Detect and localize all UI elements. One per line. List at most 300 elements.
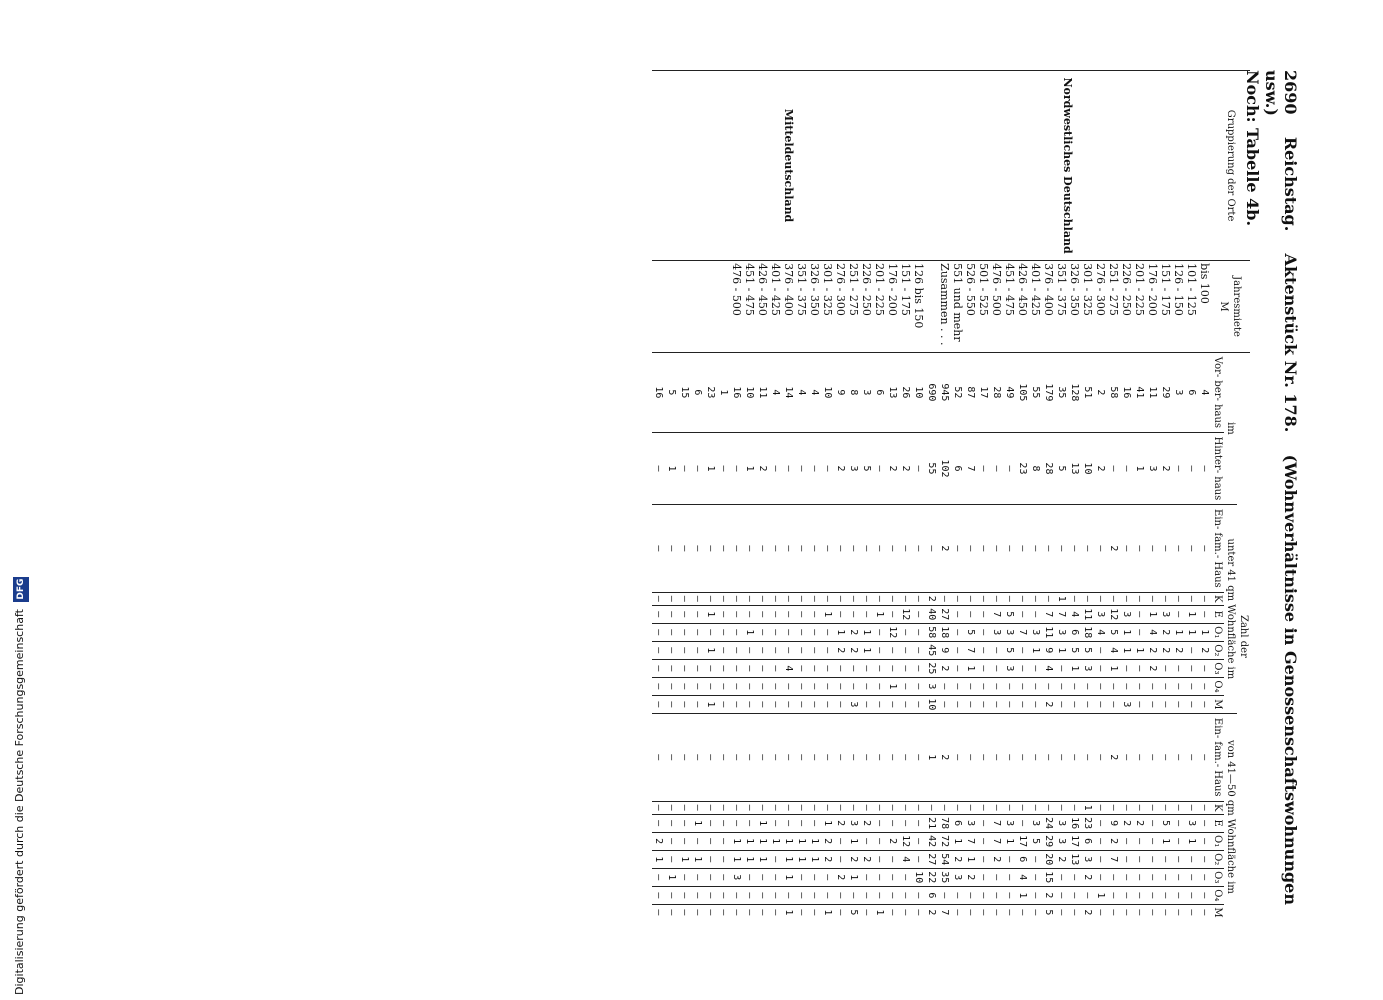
rent-cell xyxy=(925,261,938,353)
von41-50-cell: — xyxy=(704,832,717,850)
col-vorderhaus: Vor- ber- haus xyxy=(1211,352,1224,432)
vorderhaus-cell: 15 xyxy=(678,352,691,432)
unter41-cell: — xyxy=(951,677,964,695)
von41-50-cell: — xyxy=(743,886,756,904)
unter41-cell: — xyxy=(1042,592,1055,605)
unter41-cell: 3 xyxy=(1120,605,1133,623)
von41-50-cell: 1 xyxy=(730,832,743,850)
von41-50-cell: — xyxy=(821,801,834,814)
unter41-cell: 2 xyxy=(1159,641,1172,659)
hinterhaus-cell: — xyxy=(808,432,821,504)
von41-50-cell: — xyxy=(925,801,938,814)
unter41-cell: 18 xyxy=(1081,623,1094,641)
von41-50-cell: — xyxy=(873,814,886,832)
von41-50-cell: — xyxy=(1198,814,1211,832)
von41-50-cell: — xyxy=(860,832,873,850)
unter41-cell: — xyxy=(1185,641,1198,659)
unter41-cell: — xyxy=(1172,504,1185,592)
von41-50-cell: — xyxy=(1133,832,1146,850)
unter41-cell: — xyxy=(912,504,925,592)
von41-50-cell: 7 xyxy=(990,814,1003,832)
von41-50-cell: — xyxy=(1094,832,1107,850)
rent-cell: 526 - 550 xyxy=(964,261,977,353)
hinterhaus-cell: — xyxy=(678,432,691,504)
von41-50-cell: — xyxy=(730,801,743,814)
von41-50-cell: — xyxy=(665,904,678,920)
unter41-cell: 3 xyxy=(1029,623,1042,641)
unter41-cell: — xyxy=(964,695,977,713)
vorderhaus-cell: 3 xyxy=(860,352,873,432)
hinterhaus-cell: — xyxy=(873,432,886,504)
von41-50-cell: — xyxy=(1159,850,1172,868)
vorderhaus-cell: 13 xyxy=(886,352,899,432)
unter41-cell: — xyxy=(886,695,899,713)
unter41-cell: — xyxy=(691,623,704,641)
unter41-cell: — xyxy=(834,659,847,677)
von41-50-cell: — xyxy=(743,904,756,920)
rent-cell: 426 - 450 xyxy=(1016,261,1029,353)
von41-50-cell: — xyxy=(678,801,691,814)
vorderhaus-cell: 4 xyxy=(769,352,782,432)
von41-50-cell: 1 xyxy=(743,850,756,868)
von41-50-cell: 2 xyxy=(1107,713,1120,801)
rent-cell: 101 - 125 xyxy=(1185,261,1198,353)
von41-50-cell: — xyxy=(938,886,951,904)
unter41-cell: — xyxy=(1146,504,1159,592)
unter41-cell: — xyxy=(873,623,886,641)
von41-50-cell: — xyxy=(860,886,873,904)
col-hinterhaus: Hinter- haus xyxy=(1211,432,1224,504)
unter41-cell: 58 xyxy=(925,623,938,641)
unter41-cell: — xyxy=(1016,605,1029,623)
unter41-cell: — xyxy=(691,605,704,623)
unter41-cell: — xyxy=(717,592,730,605)
vorderhaus-cell: 6 xyxy=(873,352,886,432)
unter41-cell: — xyxy=(704,592,717,605)
unter41-cell: — xyxy=(899,504,912,592)
publication-name: Reichstag. xyxy=(1281,136,1300,232)
unter41-cell: 1 xyxy=(704,641,717,659)
von41-50-cell: 23 xyxy=(1081,814,1094,832)
unter41-cell: — xyxy=(717,504,730,592)
unter41-cell: — xyxy=(1003,695,1016,713)
von41-50-cell: — xyxy=(899,713,912,801)
unter41-cell: — xyxy=(1068,677,1081,695)
unter41-cell: — xyxy=(1094,592,1107,605)
von41-50-cell: 10 xyxy=(912,868,925,886)
von41-50-cell: 1 xyxy=(821,904,834,920)
col-sub-0-5: O₃ xyxy=(1211,659,1224,677)
von41-50-cell: — xyxy=(1146,713,1159,801)
von41-50-cell: — xyxy=(717,850,730,868)
von41-50-cell: — xyxy=(1198,868,1211,886)
rent-cell: 351 - 375 xyxy=(795,261,808,353)
unter41-cell: — xyxy=(886,605,899,623)
col-sub-1-2: E xyxy=(1211,814,1224,832)
col-jahresmiete xyxy=(1211,261,1250,353)
unter41-cell: — xyxy=(717,623,730,641)
von41-50-cell: 1 xyxy=(847,832,860,850)
unter41-cell: — xyxy=(717,695,730,713)
unter41-cell: — xyxy=(730,695,743,713)
von41-50-cell: — xyxy=(743,814,756,832)
von41-50-cell: 1 xyxy=(821,814,834,832)
von41-50-cell: — xyxy=(1133,904,1146,920)
unter41-cell: — xyxy=(834,504,847,592)
unter41-cell: — xyxy=(860,592,873,605)
von41-50-cell: 1 xyxy=(691,850,704,868)
unter41-cell: — xyxy=(743,605,756,623)
von41-50-cell: 20 xyxy=(1042,850,1055,868)
unter41-cell: 4 xyxy=(782,659,795,677)
von41-50-cell: — xyxy=(1198,713,1211,801)
unter41-cell: 27 xyxy=(938,605,951,623)
rent-cell: Zusammen . . . xyxy=(938,261,951,353)
von41-50-cell: — xyxy=(717,832,730,850)
unter41-cell: — xyxy=(912,641,925,659)
unter41-cell: — xyxy=(899,623,912,641)
von41-50-cell: — xyxy=(782,814,795,832)
hinterhaus-cell: — xyxy=(1172,432,1185,504)
col-gruppierung: Gruppierung der Orte xyxy=(1211,71,1250,261)
von41-50-cell: — xyxy=(704,814,717,832)
statistics-table xyxy=(652,70,1250,920)
unter41-cell: — xyxy=(808,592,821,605)
col-sub-0-2: E xyxy=(1211,605,1224,623)
unter41-cell: — xyxy=(1146,695,1159,713)
von41-50-cell: — xyxy=(1107,904,1120,920)
unter41-cell: 1 xyxy=(821,605,834,623)
von41-50-cell: — xyxy=(678,886,691,904)
unter41-cell: 1 xyxy=(860,641,873,659)
von41-50-cell: — xyxy=(912,801,925,814)
unter41-cell: 1 xyxy=(704,695,717,713)
unter41-cell: — xyxy=(756,592,769,605)
von41-50-cell: 3 xyxy=(730,868,743,886)
von41-50-cell: — xyxy=(769,850,782,868)
von41-50-cell: — xyxy=(964,886,977,904)
von41-50-cell: — xyxy=(1055,886,1068,904)
von41-50-cell: — xyxy=(1094,904,1107,920)
unter41-cell: — xyxy=(730,641,743,659)
von41-50-cell: — xyxy=(899,814,912,832)
unter41-cell: — xyxy=(821,592,834,605)
von41-50-cell: — xyxy=(1120,868,1133,886)
unter41-cell: — xyxy=(886,592,899,605)
unter41-cell: — xyxy=(665,623,678,641)
col-sub-0-7: M xyxy=(1211,695,1224,713)
vorderhaus-cell: 105 xyxy=(1016,352,1029,432)
unter41-cell: — xyxy=(977,641,990,659)
unter41-cell: — xyxy=(743,504,756,592)
von41-50-cell: — xyxy=(691,801,704,814)
unter41-cell: — xyxy=(1133,659,1146,677)
hinterhaus-cell: 2 xyxy=(899,432,912,504)
vorderhaus-cell: 9 xyxy=(834,352,847,432)
unter41-cell: — xyxy=(1016,641,1029,659)
col-im: im xyxy=(1224,352,1237,504)
hinterhaus-cell: — xyxy=(977,432,990,504)
unter41-cell: 1 xyxy=(964,659,977,677)
unter41-cell: 1 xyxy=(834,623,847,641)
rent-cell xyxy=(717,261,730,353)
unter41-cell: — xyxy=(782,605,795,623)
unter41-cell: — xyxy=(730,659,743,677)
unter41-cell: — xyxy=(834,592,847,605)
rent-cell xyxy=(678,261,691,353)
unter41-cell: — xyxy=(1159,659,1172,677)
unter41-cell: — xyxy=(665,677,678,695)
unter41-cell: — xyxy=(1133,695,1146,713)
von41-50-cell: — xyxy=(1120,904,1133,920)
vorderhaus-cell: 23 xyxy=(704,352,717,432)
von41-50-cell: — xyxy=(1133,868,1146,886)
unter41-cell: — xyxy=(899,695,912,713)
von41-50-cell: — xyxy=(704,904,717,920)
von41-50-cell: 3 xyxy=(1055,814,1068,832)
von41-50-cell: — xyxy=(860,801,873,814)
unter41-cell: — xyxy=(808,641,821,659)
unter41-cell: — xyxy=(1068,695,1081,713)
von41-50-cell: — xyxy=(873,801,886,814)
von41-50-cell: 7 xyxy=(990,832,1003,850)
von41-50-cell: 1 xyxy=(782,868,795,886)
von41-50-cell: — xyxy=(977,801,990,814)
unter41-cell: — xyxy=(1185,504,1198,592)
unter41-cell: 1 xyxy=(1120,623,1133,641)
unter41-cell: — xyxy=(1016,695,1029,713)
von41-50-cell: 1 xyxy=(873,904,886,920)
vorderhaus-cell: 11 xyxy=(756,352,769,432)
unter41-cell: 2 xyxy=(1159,623,1172,641)
von41-50-cell: — xyxy=(756,886,769,904)
von41-50-cell: 1 xyxy=(1081,801,1094,814)
von41-50-cell: — xyxy=(782,886,795,904)
unter41-cell: — xyxy=(1159,504,1172,592)
von41-50-cell: 1 xyxy=(665,868,678,886)
von41-50-cell: — xyxy=(678,904,691,920)
unter41-cell: — xyxy=(1198,605,1211,623)
von41-50-cell: 17 xyxy=(1068,832,1081,850)
vorderhaus-cell: 11 xyxy=(1146,352,1159,432)
von41-50-cell: — xyxy=(1016,904,1029,920)
von41-50-cell: — xyxy=(678,814,691,832)
von41-50-cell: — xyxy=(1159,713,1172,801)
unter41-cell: — xyxy=(1029,504,1042,592)
unter41-cell: — xyxy=(860,659,873,677)
von41-50-cell: — xyxy=(1094,713,1107,801)
unter41-cell: 2 xyxy=(1107,504,1120,592)
von41-50-cell: — xyxy=(1185,886,1198,904)
unter41-cell: 5 xyxy=(964,623,977,641)
unter41-cell: 4 xyxy=(1068,605,1081,623)
von41-50-cell: — xyxy=(886,904,899,920)
unter41-cell: — xyxy=(769,504,782,592)
hinterhaus-cell: — xyxy=(730,432,743,504)
unter41-cell: — xyxy=(1107,695,1120,713)
unter41-cell: — xyxy=(821,695,834,713)
von41-50-cell: — xyxy=(808,868,821,886)
unter41-cell: — xyxy=(1029,592,1042,605)
von41-50-cell: — xyxy=(1055,801,1068,814)
von41-50-cell: 1 xyxy=(795,832,808,850)
von41-50-cell: — xyxy=(1055,713,1068,801)
unter41-cell: 12 xyxy=(886,623,899,641)
unter41-cell: — xyxy=(1081,677,1094,695)
rent-cell xyxy=(652,261,665,353)
von41-50-cell: — xyxy=(1120,886,1133,904)
unter41-cell: — xyxy=(886,504,899,592)
von41-50-cell: 1 xyxy=(756,814,769,832)
von41-50-cell: — xyxy=(678,868,691,886)
von41-50-cell: — xyxy=(1198,886,1211,904)
von41-50-cell: — xyxy=(1146,801,1159,814)
unter41-cell: — xyxy=(782,641,795,659)
unter41-cell: 9 xyxy=(938,641,951,659)
unter41-cell: — xyxy=(782,592,795,605)
von41-50-cell: — xyxy=(665,801,678,814)
unter41-cell: — xyxy=(912,695,925,713)
von41-50-cell: — xyxy=(1003,801,1016,814)
von41-50-cell: 1 xyxy=(964,850,977,868)
unter41-cell: — xyxy=(1185,659,1198,677)
von41-50-cell: — xyxy=(1185,868,1198,886)
hinterhaus-cell: 13 xyxy=(1068,432,1081,504)
unter41-cell: — xyxy=(730,677,743,695)
unter41-cell: — xyxy=(886,659,899,677)
unter41-cell: — xyxy=(756,623,769,641)
von41-50-cell: 1 xyxy=(756,832,769,850)
von41-50-cell: 16 xyxy=(1068,814,1081,832)
unter41-cell: — xyxy=(795,623,808,641)
von41-50-cell: 17 xyxy=(1016,832,1029,850)
table-body xyxy=(652,71,1211,921)
von41-50-cell: 5 xyxy=(847,904,860,920)
unter41-cell: — xyxy=(847,659,860,677)
von41-50-cell: — xyxy=(704,868,717,886)
unter41-cell: — xyxy=(665,659,678,677)
von41-50-cell: — xyxy=(821,713,834,801)
vorderhaus-cell: 2 xyxy=(1094,352,1107,432)
von41-50-cell: — xyxy=(717,886,730,904)
unter41-cell: — xyxy=(1172,659,1185,677)
von41-50-cell: — xyxy=(730,886,743,904)
von41-50-cell: — xyxy=(912,832,925,850)
unter41-cell: — xyxy=(795,695,808,713)
von41-50-cell: 2 xyxy=(860,814,873,832)
unter41-cell: 4 xyxy=(1042,659,1055,677)
von41-50-cell: — xyxy=(808,801,821,814)
von41-50-cell: — xyxy=(1094,801,1107,814)
rent-cell: 376 - 400 xyxy=(782,261,795,353)
von41-50-cell: 2 xyxy=(1042,886,1055,904)
unter41-cell: — xyxy=(951,592,964,605)
von41-50-cell: 2 xyxy=(951,850,964,868)
von41-50-cell: — xyxy=(1029,850,1042,868)
von41-50-cell: — xyxy=(678,713,691,801)
unter41-cell: — xyxy=(938,677,951,695)
unter41-cell: — xyxy=(964,592,977,605)
unter41-cell: 3 xyxy=(1159,605,1172,623)
rent-cell: 226 - 250 xyxy=(860,261,873,353)
unter41-cell: — xyxy=(1198,659,1211,677)
von41-50-cell: — xyxy=(1068,904,1081,920)
rent-cell: 451 - 475 xyxy=(743,261,756,353)
von41-50-cell: 7 xyxy=(1107,850,1120,868)
von41-50-cell: — xyxy=(769,886,782,904)
hinterhaus-cell: 6 xyxy=(951,432,964,504)
col-sub-0-6: O₄ xyxy=(1211,677,1224,695)
unter41-cell: — xyxy=(808,605,821,623)
von41-50-cell: — xyxy=(834,904,847,920)
unter41-cell: — xyxy=(964,605,977,623)
hinterhaus-cell: — xyxy=(717,432,730,504)
vorderhaus-cell: 6 xyxy=(1185,352,1198,432)
col-sub-1-1: K xyxy=(1211,801,1224,814)
vorderhaus-cell: 3 xyxy=(1172,352,1185,432)
von41-50-cell: — xyxy=(990,868,1003,886)
vorderhaus-cell: 128 xyxy=(1068,352,1081,432)
unter41-cell: — xyxy=(977,592,990,605)
unter41-cell: — xyxy=(899,659,912,677)
unter41-cell: 2 xyxy=(938,504,951,592)
vorderhaus-cell: 58 xyxy=(1107,352,1120,432)
unter41-cell: — xyxy=(847,592,860,605)
von41-50-cell: — xyxy=(1172,886,1185,904)
unter41-cell: 2 xyxy=(938,659,951,677)
von41-50-cell: — xyxy=(860,868,873,886)
von41-50-cell: 2 xyxy=(990,850,1003,868)
unter41-cell: — xyxy=(808,504,821,592)
unter41-cell: 1 xyxy=(1172,623,1185,641)
unter41-cell: 1 xyxy=(1185,605,1198,623)
von41-50-cell: 12 xyxy=(899,832,912,850)
unter41-cell: — xyxy=(1055,659,1068,677)
unter41-cell: — xyxy=(1120,677,1133,695)
von41-50-cell: — xyxy=(977,814,990,832)
von41-50-cell: — xyxy=(899,904,912,920)
von41-50-cell: 2 xyxy=(925,904,938,920)
rent-cell: 176 - 200 xyxy=(1146,261,1159,353)
von41-50-cell: — xyxy=(717,814,730,832)
vorderhaus-cell: 41 xyxy=(1133,352,1146,432)
unter41-cell: — xyxy=(1029,695,1042,713)
rent-cell: 326 - 350 xyxy=(1068,261,1081,353)
von41-50-cell: — xyxy=(1068,801,1081,814)
von41-50-cell: — xyxy=(808,713,821,801)
unter41-cell: — xyxy=(704,623,717,641)
unter41-cell: — xyxy=(652,592,665,605)
rent-cell: 151 - 175 xyxy=(899,261,912,353)
unter41-cell: — xyxy=(652,605,665,623)
unter41-cell: — xyxy=(990,695,1003,713)
unter41-cell: — xyxy=(847,504,860,592)
von41-50-cell: 1 xyxy=(756,850,769,868)
unter41-cell: — xyxy=(834,695,847,713)
rent-cell: 226 - 250 xyxy=(1120,261,1133,353)
von41-50-cell: 4 xyxy=(1016,868,1029,886)
von41-50-cell: — xyxy=(1055,868,1068,886)
rent-cell: 501 - 525 xyxy=(977,261,990,353)
hinterhaus-cell: 8 xyxy=(1029,432,1042,504)
unter41-cell: — xyxy=(951,605,964,623)
von41-50-cell: — xyxy=(782,801,795,814)
unter41-cell: — xyxy=(691,641,704,659)
von41-50-cell: — xyxy=(912,713,925,801)
von41-50-cell: — xyxy=(912,886,925,904)
unter41-cell: — xyxy=(899,592,912,605)
unter41-cell: 7 xyxy=(990,605,1003,623)
